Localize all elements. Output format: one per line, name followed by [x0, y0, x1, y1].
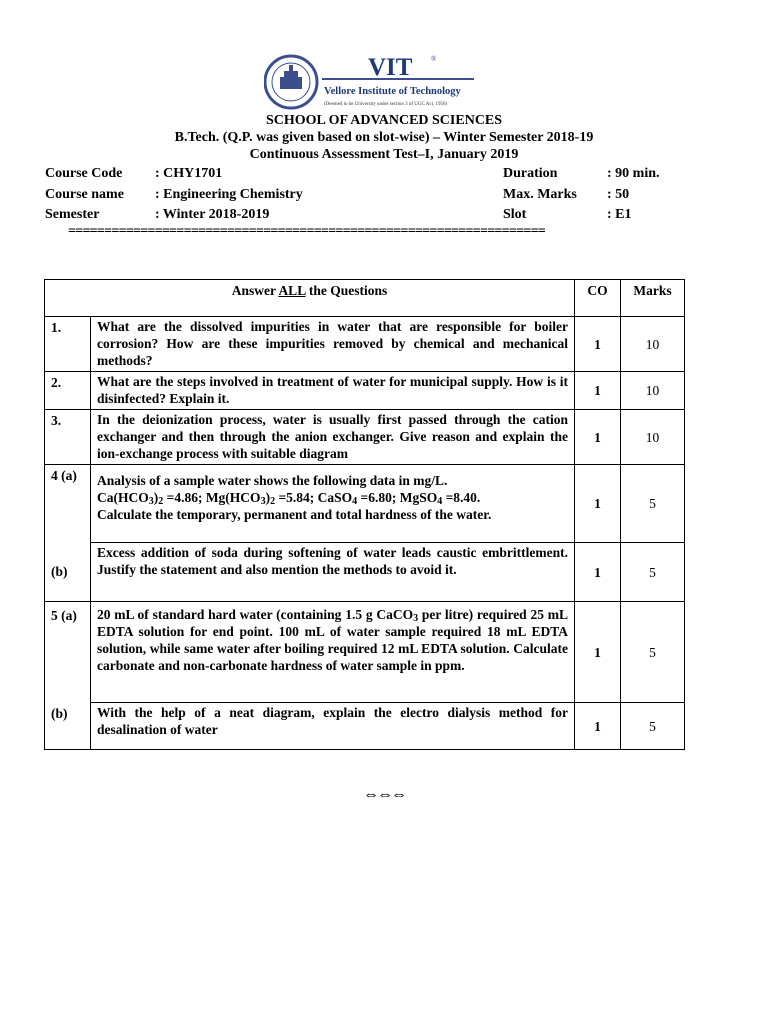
- marks-value: 5: [621, 602, 685, 703]
- question-text: Analysis of a sample water shows the following data in mg/L. $Ca(HCO_3)_2 =4.86$; $Mg(HCO_3)_2 =5.84$; CaSO$_4$ =6.80; MgSO$_4$ =8.40. Calculate the temporary, permanent and total hardness of the water.: [91, 465, 575, 543]
- logo-subtitle: Vellore Institute of Technology: [324, 86, 461, 97]
- question-text: What are the steps involved in treatment of water for municipal supply. How is it disinfected? Explain it.: [91, 372, 575, 410]
- question-text: What are the dissolved impurities in water that are responsible for boiler corrosion? How are these impurities removed by chemical and mechanical methods?: [91, 317, 575, 372]
- duration-value: : 90 min.: [607, 166, 660, 181]
- logo-note: (Deemed to be University under section 3 of UGC Act, 1956): [324, 102, 448, 107]
- marks-value: 10: [621, 317, 685, 372]
- table-row: [45, 543, 685, 602]
- marks-value: 5: [621, 703, 685, 750]
- question-text: In the deionization process, water is usually first passed through the cation exchanger and then through the anion exchanger. Give reason and explain the ion-exchange process with suitable diagram: [91, 410, 575, 465]
- hardness-data-line: $Ca(HCO_3)_2 =4.86$; $Mg(HCO_3)_2 =5.84$; CaSO$_4$ =6.80; MgSO$_4$ =8.40.: [97, 490, 481, 507]
- marks-value: 5: [621, 465, 685, 543]
- slot-label: Slot: [503, 207, 527, 222]
- co-value: 1: [575, 602, 621, 703]
- table-header-row: [45, 280, 685, 317]
- semester-value: : Winter 2018-2019: [155, 207, 270, 222]
- co-header: CO: [575, 280, 621, 317]
- exam-title: Continuous Assessment Test–I, January 2019: [249, 147, 519, 162]
- program-title: B.Tech. (Q.P. was given based on slot-wise) – Winter Semester 2018-19: [174, 130, 594, 145]
- table-row: [45, 410, 685, 465]
- course-name-value: : Engineering Chemistry: [155, 187, 303, 202]
- table-row: [45, 703, 685, 750]
- school-title: SCHOOL OF ADVANCED SCIENCES: [265, 113, 503, 128]
- question-number: (b): [45, 703, 91, 750]
- course-name-label: Course name: [45, 187, 124, 202]
- end-mark: ⇔⇔⇔: [363, 786, 405, 803]
- co-value: 1: [575, 703, 621, 750]
- co-value: 1: [575, 317, 621, 372]
- slot-value: : E1: [607, 207, 632, 222]
- table-row: [45, 602, 685, 703]
- questions-table: [44, 279, 685, 750]
- question-number: 3.: [45, 410, 91, 465]
- course-code-label: Course Code: [45, 166, 123, 181]
- duration-label: Duration: [503, 166, 558, 181]
- all-emphasis: ALL: [278, 283, 306, 298]
- question-number: 2.: [45, 372, 91, 410]
- course-code-value: : CHY1701: [155, 166, 223, 181]
- table-row: [45, 465, 685, 543]
- university-seal-icon: [264, 53, 476, 111]
- question-text: Excess addition of soda during softening of water leads caustic embrittlement. Justify the statement and also mention the methods to avoid it.: [91, 543, 575, 602]
- question-text: 20 mL of standard hard water (containing 1.5 g CaCO$_3$ per litre) required 25 mL EDTA solution for end point. 100 mL of water sample required 18 mL EDTA solution, while same water after boiling required 12 mL EDTA solution. Calculate carbonate and non-carbonate hardness of water sample in ppm.: [91, 602, 575, 703]
- separator-rule: ==================================================================: [68, 224, 546, 239]
- question-number: 4 (a): [45, 465, 91, 543]
- question-number: 5 (a): [45, 602, 91, 703]
- co-value: 1: [575, 372, 621, 410]
- question-number: (b): [45, 543, 91, 602]
- marks-header: Marks: [621, 280, 685, 317]
- logo-wordmark: VIT: [368, 54, 413, 81]
- vit-logo: [264, 53, 476, 111]
- marks-value: 10: [621, 372, 685, 410]
- registered-mark: ®: [431, 55, 437, 63]
- instructions-header: Answer ALL the Questions: [45, 280, 575, 317]
- table-row: [45, 317, 685, 372]
- co-value: 1: [575, 543, 621, 602]
- marks-value: 10: [621, 410, 685, 465]
- max-marks-label: Max. Marks: [503, 187, 577, 202]
- marks-value: 5: [621, 543, 685, 602]
- co-value: 1: [575, 410, 621, 465]
- semester-label: Semester: [45, 207, 100, 222]
- co-value: 1: [575, 465, 621, 543]
- question-text: With the help of a neat diagram, explain the electro dialysis method for desalination of water: [91, 703, 575, 750]
- max-marks-value: : 50: [607, 187, 630, 202]
- table-row: [45, 372, 685, 410]
- question-number: 1.: [45, 317, 91, 372]
